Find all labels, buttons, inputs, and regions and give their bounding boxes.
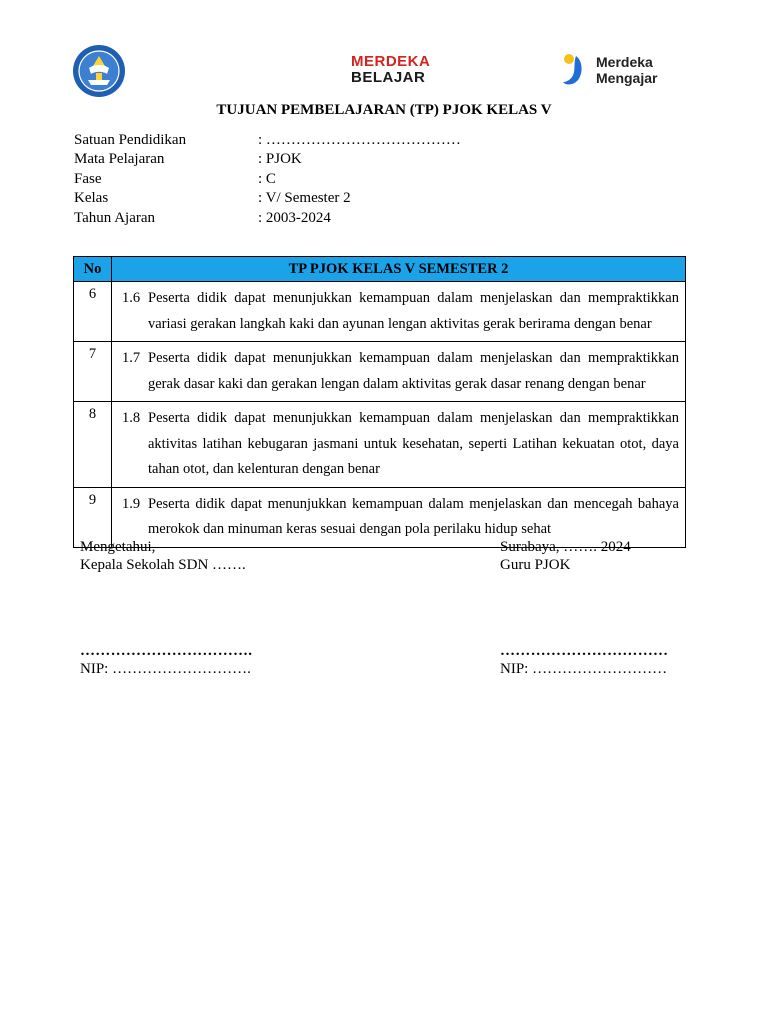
info-label: Satuan Pendidikan [74, 132, 187, 148]
signature-right [500, 538, 720, 678]
row-description [112, 402, 686, 488]
tp-item [122, 346, 679, 397]
tut-wuri-handayani-logo-icon [72, 44, 126, 98]
sign-right-line1: Surabaya, ……. 2024 [500, 539, 631, 555]
header-logos [0, 40, 768, 100]
row-description [112, 282, 686, 342]
merdeka-belajar-line2: BELAJAR [351, 69, 426, 86]
sign-right-dots: …………………………… [500, 643, 669, 659]
info-value: : C [258, 170, 276, 187]
table-row [74, 282, 686, 342]
sign-right-nip: NIP: ……………………… [500, 661, 668, 677]
info-value: : PJOK [258, 151, 302, 168]
info-block [74, 131, 694, 228]
info-label: Mata Pelajaran [74, 151, 165, 168]
info-row-mapel [74, 150, 694, 169]
sign-left-line2: Kepala Sekolah SDN ……. [80, 557, 246, 573]
info-value: : V/ Semester 2 [258, 190, 351, 207]
tp-text: Peserta didik dapat menunjukkan kemampuan dalam menjelaskan dan mencegah bahaya merokok dan minuman keras sesuai dengan pola perilaku hidup sehat [148, 495, 679, 537]
tp-code: 1.8 [122, 410, 141, 426]
row-number: 9 [74, 487, 112, 547]
row-number: 6 [74, 282, 112, 342]
merdeka-belajar-logo [351, 53, 431, 90]
tp-item [122, 406, 679, 483]
info-row-kelas [74, 189, 694, 208]
merdeka-mengajar-line1: Merdeka [596, 54, 653, 70]
row-description [112, 342, 686, 402]
tp-text: Peserta didik dapat menunjukkan kemampuan dalam menjelaskan dan mempraktikkan variasi gerakan langkah kaki dan ayunan lengan aktivitas gerak berirama dengan benar [148, 290, 679, 332]
info-row-tahun [74, 209, 694, 228]
header-tp: TP PJOK KELAS V SEMESTER 2 [112, 257, 686, 282]
merdeka-mengajar-line2: Mengajar [596, 70, 658, 86]
tp-code: 1.9 [122, 495, 141, 512]
info-label: Fase [74, 170, 102, 187]
tp-code: 1.7 [122, 350, 141, 366]
tp-text: Peserta didik dapat menunjukkan kemampuan dalam menjelaskan dan mempraktikkan aktivitas latihan kebugaran jasmani untuk kesehatan, seperti Latihan kekuatan otot, daya tahan otot, dan kelenturan dengan benar [148, 410, 679, 477]
info-row-satuan [74, 131, 694, 150]
sign-right-line2: Guru PJOK [500, 557, 571, 573]
row-number: 8 [74, 402, 112, 488]
tp-item [122, 492, 679, 543]
table-row [74, 342, 686, 402]
tp-code: 1.6 [122, 290, 141, 306]
merdeka-belajar-line1: MERDEKA [351, 53, 431, 70]
sign-left-nip: NIP: ………………………. [80, 661, 251, 677]
sign-left-dots: ……………………………. [80, 643, 253, 659]
tp-table [73, 256, 686, 548]
sign-left-line1: Mengetahui, [80, 539, 156, 555]
info-row-fase [74, 170, 694, 189]
table-header-row [74, 257, 686, 282]
row-number: 7 [74, 342, 112, 402]
info-value: : 2003-2024 [258, 209, 331, 226]
info-label: Kelas [74, 190, 109, 207]
table-row [74, 402, 686, 488]
info-label: Tahun Ajaran [74, 209, 156, 226]
merdeka-mengajar-mark-icon [560, 52, 592, 92]
signature-left [80, 538, 380, 678]
document-title: TUJUAN PEMBELAJARAN (TP) PJOK KELAS V [216, 102, 552, 118]
header-no: No [74, 257, 112, 282]
tp-item [122, 286, 679, 337]
merdeka-mengajar-text [596, 54, 657, 86]
merdeka-mengajar-logo [560, 52, 680, 96]
info-value: : ………………………………… [258, 132, 461, 148]
tp-text: Peserta didik dapat menunjukkan kemampuan dalam menjelaskan dan mempraktikkan gerak dasar kaki dan gerakan lengan dalam aktivitas gerak dasar renang dengan benar [148, 350, 679, 392]
